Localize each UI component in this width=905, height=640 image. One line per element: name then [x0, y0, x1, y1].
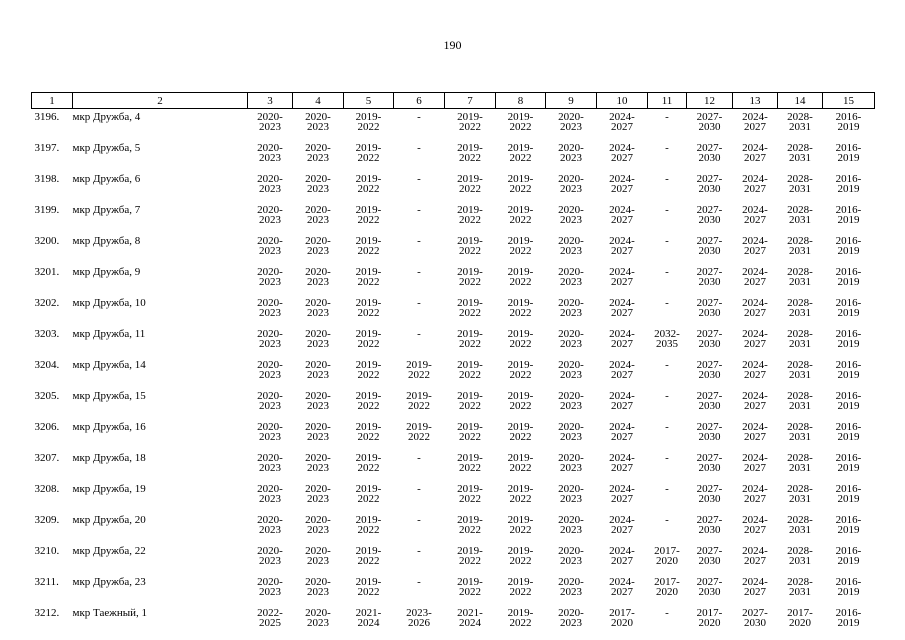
period-cell-col-10: 2024- 2027: [609, 576, 635, 598]
period-cell-col-13: 2027- 2030: [742, 607, 768, 629]
period-cell-col-5: 2019- 2022: [355, 514, 382, 536]
period-cell-col-15: 2016- 2019: [835, 266, 862, 288]
period-cell-col-12: 2027- 2030: [696, 421, 723, 443]
table-row: [32, 481, 875, 512]
period-cell-col-8: 2019- 2022: [507, 173, 534, 195]
period-cell-col-7: 2021- 2024: [457, 607, 483, 629]
period-cell-col-10: 2024- 2027: [609, 452, 635, 474]
period-cell-col-10: 2017- 2020: [609, 607, 635, 629]
period-cell-col-7: 2019- 2022: [457, 142, 483, 164]
period-cell-col-10: 2024- 2027: [609, 297, 635, 319]
period-cell-col-14: 2017- 2020: [787, 607, 813, 629]
table-row: [32, 574, 875, 605]
period-cell-col-9: 2020- 2023: [558, 111, 584, 133]
period-cell-col-3: 2020- 2023: [257, 359, 283, 381]
row-number: 3205.: [34, 390, 60, 402]
period-cell-col-10: 2024- 2027: [609, 204, 635, 226]
period-cell-col-14: 2028- 2031: [787, 545, 813, 567]
table-row: [32, 109, 875, 141]
period-cell-col-5: 2019- 2022: [355, 173, 382, 195]
period-cell-col-7: 2019- 2022: [457, 204, 483, 226]
period-cell-col-12: 2027- 2030: [696, 142, 723, 164]
period-cell-col-7: 2019- 2022: [457, 266, 483, 288]
row-number: 3198.: [34, 173, 60, 185]
column-header-2: 2: [73, 93, 248, 109]
period-cell-col-4: 2020- 2023: [305, 514, 331, 536]
period-cell-col-4: 2020- 2023: [305, 545, 331, 567]
period-cell-col-5: 2021- 2024: [355, 607, 382, 629]
period-cell-col-10: 2024- 2027: [609, 142, 635, 164]
row-number: 3206.: [34, 421, 60, 433]
table-row: [32, 450, 875, 481]
period-cell-col-13: 2024- 2027: [742, 421, 768, 443]
period-cell-col-9: 2020- 2023: [558, 607, 584, 629]
period-cell-col-8: 2019- 2022: [507, 607, 534, 629]
address-cell: мкр Дружба, 20: [72, 514, 146, 526]
row-number: 3202.: [34, 297, 60, 309]
period-cell-col-3: 2020- 2023: [257, 297, 283, 319]
period-cell-col-14: 2028- 2031: [787, 297, 813, 319]
period-cell-col-6: -: [417, 328, 421, 340]
period-cell-col-8: 2019- 2022: [507, 514, 534, 536]
period-cell-col-8: 2019- 2022: [507, 421, 534, 443]
period-cell-col-11: -: [665, 142, 669, 154]
period-cell-col-14: 2028- 2031: [787, 204, 813, 226]
period-cell-col-11: 2032- 2035: [654, 328, 680, 350]
period-cell-col-5: 2019- 2022: [355, 452, 382, 474]
period-cell-col-3: 2020- 2023: [257, 173, 283, 195]
period-cell-col-5: 2019- 2022: [355, 142, 382, 164]
period-cell-col-6: -: [417, 142, 421, 154]
period-cell-col-3: 2020- 2023: [257, 452, 283, 474]
period-cell-col-12: 2027- 2030: [696, 173, 723, 195]
period-cell-col-12: 2027- 2030: [696, 545, 723, 567]
period-cell-col-7: 2019- 2022: [457, 173, 483, 195]
table-body: [32, 109, 875, 637]
table-row: [32, 233, 875, 264]
period-cell-col-6: -: [417, 297, 421, 309]
header-row: [32, 93, 875, 109]
table-row: [32, 419, 875, 450]
table-row: [32, 543, 875, 574]
period-cell-col-14: 2028- 2031: [787, 576, 813, 598]
period-cell-col-12: 2027- 2030: [696, 297, 723, 319]
address-cell: мкр Дружба, 22: [72, 545, 146, 557]
period-cell-col-15: 2016- 2019: [835, 328, 862, 350]
period-cell-col-13: 2024- 2027: [742, 483, 768, 505]
period-cell-col-9: 2020- 2023: [558, 421, 584, 443]
address-cell: мкр Дружба, 19: [72, 483, 146, 495]
period-cell-col-3: 2020- 2023: [257, 483, 283, 505]
period-cell-col-4: 2020- 2023: [305, 576, 331, 598]
row-number: 3210.: [34, 545, 60, 557]
period-cell-col-4: 2020- 2023: [305, 607, 331, 629]
period-cell-col-8: 2019- 2022: [507, 235, 534, 257]
column-header-5: 5: [344, 93, 394, 109]
period-cell-col-8: 2019- 2022: [507, 576, 534, 598]
period-cell-col-11: -: [665, 514, 669, 526]
period-cell-col-11: -: [665, 235, 669, 247]
period-cell-col-4: 2020- 2023: [305, 173, 331, 195]
period-cell-col-7: 2019- 2022: [457, 452, 483, 474]
period-cell-col-15: 2016- 2019: [835, 173, 862, 195]
address-cell: мкр Дружба, 14: [72, 359, 146, 371]
period-cell-col-15: 2016- 2019: [835, 297, 862, 319]
row-number: 3199.: [34, 204, 60, 216]
period-cell-col-8: 2019- 2022: [507, 545, 534, 567]
table-row: [32, 171, 875, 202]
period-cell-col-10: 2024- 2027: [609, 328, 635, 350]
period-cell-col-7: 2019- 2022: [457, 576, 483, 598]
period-cell-col-8: 2019- 2022: [507, 297, 534, 319]
period-cell-col-6: -: [417, 111, 421, 123]
period-cell-col-12: 2027- 2030: [696, 514, 723, 536]
row-number: 3211.: [34, 576, 59, 588]
period-cell-col-6: -: [417, 235, 421, 247]
period-cell-col-5: 2019- 2022: [355, 390, 382, 412]
period-cell-col-15: 2016- 2019: [835, 483, 862, 505]
table-row: [32, 326, 875, 357]
period-cell-col-10: 2024- 2027: [609, 173, 635, 195]
period-cell-col-15: 2016- 2019: [835, 514, 862, 536]
period-cell-col-5: 2019- 2022: [355, 111, 382, 133]
period-cell-col-5: 2019- 2022: [355, 266, 382, 288]
period-cell-col-11: -: [665, 266, 669, 278]
period-cell-col-13: 2024- 2027: [742, 545, 768, 567]
period-cell-col-5: 2019- 2022: [355, 297, 382, 319]
period-cell-col-6: 2019- 2022: [406, 359, 432, 381]
period-cell-col-14: 2028- 2031: [787, 390, 813, 412]
period-cell-col-14: 2028- 2031: [787, 266, 813, 288]
period-cell-col-4: 2020- 2023: [305, 452, 331, 474]
period-cell-col-9: 2020- 2023: [558, 452, 584, 474]
table-row: [32, 388, 875, 419]
period-cell-col-14: 2028- 2031: [787, 328, 813, 350]
table-row: [32, 264, 875, 295]
address-cell: мкр Дружба, 11: [72, 328, 146, 340]
period-cell-col-3: 2020- 2023: [257, 204, 283, 226]
period-cell-col-3: 2020- 2023: [257, 142, 283, 164]
page-number: 190: [443, 38, 462, 52]
period-cell-col-7: 2019- 2022: [457, 235, 483, 257]
period-cell-col-4: 2020- 2023: [305, 111, 331, 133]
period-cell-col-11: 2017- 2020: [654, 545, 680, 567]
row-number: 3208.: [34, 483, 60, 495]
column-header-3: 3: [248, 93, 293, 109]
period-cell-col-15: 2016- 2019: [835, 607, 862, 629]
row-number: 3209.: [34, 514, 60, 526]
address-cell: мкр Дружба, 16: [72, 421, 146, 433]
period-cell-col-4: 2020- 2023: [305, 266, 331, 288]
period-cell-col-10: 2024- 2027: [609, 390, 635, 412]
address-cell: мкр Дружба, 6: [72, 173, 141, 185]
address-cell: мкр Дружба, 4: [72, 111, 141, 123]
period-cell-col-6: 2019- 2022: [406, 421, 432, 443]
period-cell-col-12: 2027- 2030: [696, 483, 723, 505]
period-cell-col-3: 2020- 2023: [257, 328, 283, 350]
period-cell-col-7: 2019- 2022: [457, 111, 483, 133]
row-number: 3200.: [34, 235, 60, 247]
period-cell-col-14: 2028- 2031: [787, 514, 813, 536]
table-row: [32, 605, 875, 636]
period-cell-col-14: 2028- 2031: [787, 235, 813, 257]
period-cell-col-14: 2028- 2031: [787, 421, 813, 443]
period-cell-col-11: -: [665, 421, 669, 433]
period-cell-col-12: 2017- 2020: [696, 607, 723, 629]
column-header-13: 13: [733, 93, 778, 109]
period-cell-col-14: 2028- 2031: [787, 452, 813, 474]
period-cell-col-3: 2020- 2023: [257, 545, 283, 567]
period-cell-col-7: 2019- 2022: [457, 390, 483, 412]
period-cell-col-9: 2020- 2023: [558, 328, 584, 350]
period-cell-col-4: 2020- 2023: [305, 297, 331, 319]
row-number: 3197.: [34, 142, 60, 154]
period-cell-col-3: 2020- 2023: [257, 235, 283, 257]
period-cell-col-8: 2019- 2022: [507, 266, 534, 288]
column-header-9: 9: [546, 93, 597, 109]
period-cell-col-14: 2028- 2031: [787, 359, 813, 381]
period-cell-col-7: 2019- 2022: [457, 328, 483, 350]
period-cell-col-10: 2024- 2027: [609, 111, 635, 133]
period-cell-col-8: 2019- 2022: [507, 204, 534, 226]
row-number: 3201.: [34, 266, 60, 278]
period-cell-col-6: -: [417, 173, 421, 185]
period-cell-col-6: -: [417, 576, 421, 588]
column-header-11: 11: [648, 93, 687, 109]
period-cell-col-9: 2020- 2023: [558, 483, 584, 505]
period-cell-col-9: 2020- 2023: [558, 390, 584, 412]
period-cell-col-6: -: [417, 204, 421, 216]
period-cell-col-6: -: [417, 483, 421, 495]
period-cell-col-5: 2019- 2022: [355, 421, 382, 443]
period-cell-col-11: -: [665, 359, 669, 371]
period-cell-col-10: 2024- 2027: [609, 514, 635, 536]
period-cell-col-7: 2019- 2022: [457, 514, 483, 536]
period-cell-col-11: -: [665, 173, 669, 185]
period-cell-col-14: 2028- 2031: [787, 111, 813, 133]
period-cell-col-8: 2019- 2022: [507, 483, 534, 505]
period-cell-col-10: 2024- 2027: [609, 266, 635, 288]
address-cell: мкр Дружба, 18: [72, 452, 146, 464]
period-cell-col-7: 2019- 2022: [457, 483, 483, 505]
period-cell-col-15: 2016- 2019: [835, 452, 862, 474]
period-cell-col-13: 2024- 2027: [742, 266, 768, 288]
period-cell-col-12: 2027- 2030: [696, 576, 723, 598]
period-cell-col-9: 2020- 2023: [558, 173, 584, 195]
period-cell-col-13: 2024- 2027: [742, 204, 768, 226]
column-header-6: 6: [394, 93, 445, 109]
table-row: [32, 357, 875, 388]
period-cell-col-15: 2016- 2019: [835, 142, 862, 164]
period-cell-col-11: -: [665, 297, 669, 309]
period-cell-col-5: 2019- 2022: [355, 483, 382, 505]
period-cell-col-3: 2020- 2023: [257, 421, 283, 443]
address-cell: мкр Дружба, 10: [72, 297, 146, 309]
period-cell-col-12: 2027- 2030: [696, 452, 723, 474]
period-cell-col-3: 2020- 2023: [257, 514, 283, 536]
column-header-14: 14: [778, 93, 823, 109]
period-cell-col-13: 2024- 2027: [742, 111, 768, 133]
period-cell-col-15: 2016- 2019: [835, 390, 862, 412]
period-cell-col-14: 2028- 2031: [787, 483, 813, 505]
period-cell-col-4: 2020- 2023: [305, 421, 331, 443]
period-cell-col-11: -: [665, 607, 669, 619]
period-cell-col-6: 2019- 2022: [406, 390, 432, 412]
period-cell-col-12: 2027- 2030: [696, 235, 723, 257]
period-cell-col-15: 2016- 2019: [835, 235, 862, 257]
period-cell-col-11: 2017- 2020: [654, 576, 680, 598]
period-cell-col-8: 2019- 2022: [507, 328, 534, 350]
address-cell: мкр Дружба, 15: [72, 390, 146, 402]
period-cell-col-13: 2024- 2027: [742, 297, 768, 319]
period-cell-col-7: 2019- 2022: [457, 297, 483, 319]
period-cell-col-10: 2024- 2027: [609, 483, 635, 505]
period-cell-col-6: -: [417, 545, 421, 557]
column-header-7: 7: [445, 93, 496, 109]
period-cell-col-9: 2020- 2023: [558, 545, 584, 567]
period-cell-col-7: 2019- 2022: [457, 545, 483, 567]
table-row: [32, 295, 875, 326]
column-header-15: 15: [823, 93, 875, 109]
row-number: 3203.: [34, 328, 60, 340]
period-cell-col-8: 2019- 2022: [507, 452, 534, 474]
period-cell-col-13: 2024- 2027: [742, 576, 768, 598]
column-header-1: 1: [32, 93, 73, 109]
period-cell-col-8: 2019- 2022: [507, 142, 534, 164]
period-cell-col-4: 2020- 2023: [305, 390, 331, 412]
period-cell-col-3: 2022- 2025: [257, 607, 283, 629]
period-cell-col-4: 2020- 2023: [305, 204, 331, 226]
period-cell-col-7: 2019- 2022: [457, 421, 483, 443]
period-cell-col-15: 2016- 2019: [835, 545, 862, 567]
address-cell: мкр Дружба, 9: [72, 266, 141, 278]
period-cell-col-13: 2024- 2027: [742, 514, 768, 536]
period-cell-col-12: 2027- 2030: [696, 266, 723, 288]
period-cell-col-13: 2024- 2027: [742, 328, 768, 350]
period-cell-col-5: 2019- 2022: [355, 204, 382, 226]
period-cell-col-12: 2027- 2030: [696, 390, 723, 412]
period-cell-col-15: 2016- 2019: [835, 204, 862, 226]
table-row: [32, 202, 875, 233]
period-cell-col-11: -: [665, 483, 669, 495]
period-cell-col-11: -: [665, 452, 669, 464]
period-cell-col-12: 2027- 2030: [696, 111, 723, 133]
period-cell-col-9: 2020- 2023: [558, 576, 584, 598]
period-cell-col-11: -: [665, 204, 669, 216]
table-row: [32, 512, 875, 543]
period-cell-col-13: 2024- 2027: [742, 359, 768, 381]
period-cell-col-7: 2019- 2022: [457, 359, 483, 381]
period-cell-col-14: 2028- 2031: [787, 142, 813, 164]
address-cell: мкр Дружба, 23: [72, 576, 146, 588]
period-cell-col-10: 2024- 2027: [609, 421, 635, 443]
period-cell-col-13: 2024- 2027: [742, 390, 768, 412]
address-cell: мкр Дружба, 7: [72, 204, 141, 216]
period-cell-col-4: 2020- 2023: [305, 483, 331, 505]
period-cell-col-11: -: [665, 390, 669, 402]
period-cell-col-6: -: [417, 514, 421, 526]
period-cell-col-5: 2019- 2022: [355, 576, 382, 598]
column-header-12: 12: [687, 93, 733, 109]
period-cell-col-13: 2024- 2027: [742, 452, 768, 474]
period-cell-col-9: 2020- 2023: [558, 359, 584, 381]
period-cell-col-3: 2020- 2023: [257, 390, 283, 412]
period-cell-col-14: 2028- 2031: [787, 173, 813, 195]
period-cell-col-9: 2020- 2023: [558, 142, 584, 164]
column-header-8: 8: [496, 93, 546, 109]
row-number: 3204.: [34, 359, 60, 371]
period-cell-col-4: 2020- 2023: [305, 235, 331, 257]
period-cell-col-3: 2020- 2023: [257, 576, 283, 598]
period-cell-col-10: 2024- 2027: [609, 359, 635, 381]
column-header-10: 10: [597, 93, 648, 109]
period-cell-col-13: 2024- 2027: [742, 142, 768, 164]
period-cell-col-8: 2019- 2022: [507, 390, 534, 412]
period-cell-col-9: 2020- 2023: [558, 266, 584, 288]
address-cell: мкр Дружба, 8: [72, 235, 141, 247]
period-cell-col-6: -: [417, 266, 421, 278]
period-cell-col-13: 2024- 2027: [742, 173, 768, 195]
address-cell: мкр Дружба, 5: [72, 142, 141, 154]
period-cell-col-4: 2020- 2023: [305, 142, 331, 164]
period-cell-col-9: 2020- 2023: [558, 297, 584, 319]
period-cell-col-15: 2016- 2019: [835, 421, 862, 443]
table-row: [32, 140, 875, 171]
period-cell-col-6: 2023- 2026: [406, 607, 432, 629]
period-cell-col-12: 2027- 2030: [696, 359, 723, 381]
period-cell-col-15: 2016- 2019: [835, 111, 862, 133]
period-cell-col-4: 2020- 2023: [305, 328, 331, 350]
row-number: 3207.: [34, 452, 60, 464]
period-cell-col-15: 2016- 2019: [835, 576, 862, 598]
period-cell-col-12: 2027- 2030: [696, 204, 723, 226]
period-cell-col-9: 2020- 2023: [558, 235, 584, 257]
column-header-4: 4: [293, 93, 344, 109]
period-cell-col-5: 2019- 2022: [355, 328, 382, 350]
period-cell-col-9: 2020- 2023: [558, 204, 584, 226]
period-cell-col-9: 2020- 2023: [558, 514, 584, 536]
period-cell-col-3: 2020- 2023: [257, 111, 283, 133]
row-number: 3196.: [34, 111, 60, 123]
period-cell-col-15: 2016- 2019: [835, 359, 862, 381]
row-number: 3212.: [34, 607, 60, 619]
period-cell-col-3: 2020- 2023: [257, 266, 283, 288]
period-cell-col-6: -: [417, 452, 421, 464]
period-cell-col-5: 2019- 2022: [355, 545, 382, 567]
period-cell-col-5: 2019- 2022: [355, 359, 382, 381]
period-cell-col-10: 2024- 2027: [609, 235, 635, 257]
period-cell-col-5: 2019- 2022: [355, 235, 382, 257]
period-cell-col-11: -: [665, 111, 669, 123]
period-cell-col-4: 2020- 2023: [305, 359, 331, 381]
period-cell-col-13: 2024- 2027: [742, 235, 768, 257]
period-cell-col-8: 2019- 2022: [507, 111, 534, 133]
address-cell: мкр Таежный, 1: [72, 607, 148, 619]
period-cell-col-10: 2024- 2027: [609, 545, 635, 567]
schedule-table: [31, 92, 875, 636]
period-cell-col-12: 2027- 2030: [696, 328, 723, 350]
period-cell-col-8: 2019- 2022: [507, 359, 534, 381]
